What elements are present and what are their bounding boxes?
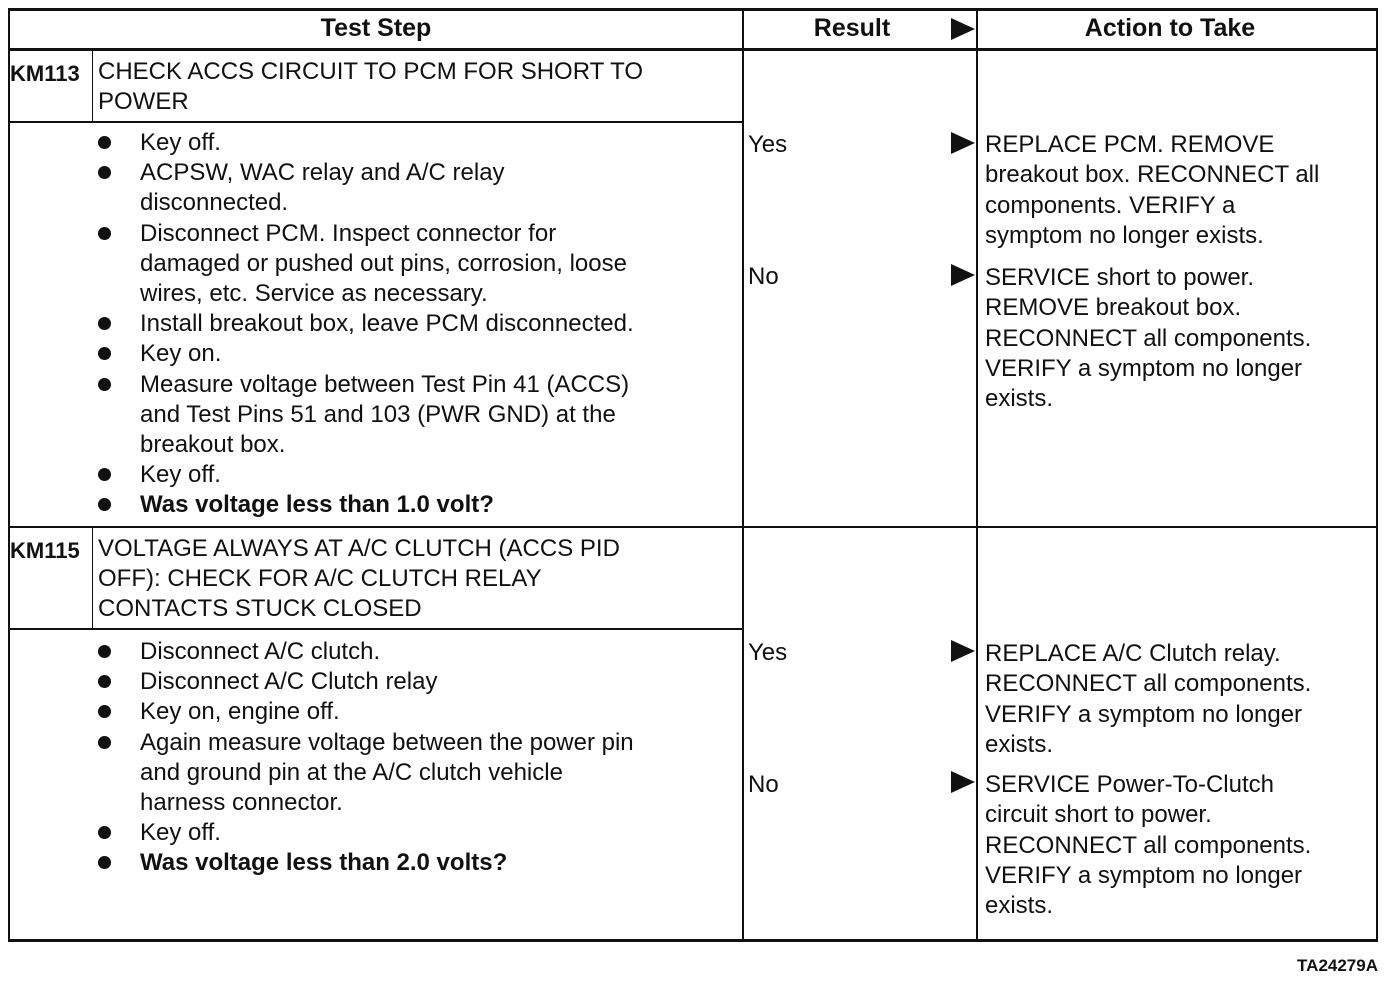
bullet-icon (98, 347, 111, 360)
bullet-icon (98, 675, 111, 688)
instruction-line: Disconnect PCM. Inspect connector for (140, 219, 557, 247)
list-item (96, 637, 634, 667)
left-border (8, 8, 10, 942)
result-yes: Yes (748, 639, 788, 666)
header-action: Action to Take (1084, 14, 1256, 42)
instruction-line: damaged or pushed out pins, corrosion, loose (140, 249, 627, 277)
action-line: VERIFY a symptom no longer (985, 700, 1303, 728)
instruction-line: wires, etc. Service as necessary. (140, 280, 488, 308)
instruction-line: ACPSW, WAC relay and A/C relay (140, 159, 505, 187)
action-line: VERIFY a symptom no longer (985, 354, 1303, 382)
instruction-question: Was voltage less than 1.0 volt? (140, 491, 494, 519)
action-line: REMOVE breakout box. (985, 294, 1242, 322)
arrow-right-icon (951, 132, 975, 154)
instruction-line: Key off. (140, 819, 221, 847)
arrow-right-icon (951, 640, 975, 662)
bullet-icon (98, 705, 111, 718)
action-line: REPLACE PCM. REMOVE (985, 131, 1275, 158)
instruction-line: Key on, engine off. (140, 698, 340, 726)
action-line: exists. (985, 892, 1054, 920)
title-line: CHECK ACCS CIRCUIT TO PCM FOR SHORT TO (98, 58, 643, 85)
action-line: exists. (985, 730, 1054, 758)
header-bottom-border (8, 48, 1378, 51)
title-line: POWER (98, 88, 189, 115)
code-divider-1 (92, 50, 93, 122)
list-item (96, 309, 634, 339)
action-line: RECONNECT all components. (985, 670, 1312, 698)
step-title (98, 534, 620, 624)
bullet-icon (98, 317, 111, 330)
result-yes: Yes (748, 131, 788, 158)
action-line: RECONNECT all components. (985, 831, 1312, 859)
instruction-line: disconnected. (140, 189, 289, 217)
bullet-icon (98, 736, 111, 749)
list-item (96, 219, 634, 310)
step-instructions (96, 637, 634, 879)
instruction-line: Key off. (140, 129, 221, 156)
right-border (1376, 8, 1378, 942)
action-yes (985, 639, 1311, 760)
col-divider-action (976, 8, 978, 942)
figure-id: TA24279A (1297, 956, 1378, 975)
bullet-icon (98, 166, 111, 179)
list-item (96, 818, 634, 848)
bullet-icon (98, 378, 111, 391)
action-no (985, 770, 1311, 921)
bullet-icon (98, 826, 111, 839)
action-no (985, 263, 1311, 414)
action-line: RECONNECT all components. (985, 324, 1312, 352)
result-no: No (748, 771, 779, 798)
title-line: OFF): CHECK FOR A/C CLUTCH RELAY (98, 565, 542, 592)
top-border (8, 8, 1378, 11)
action-line: VERIFY a symptom no longer (985, 861, 1303, 889)
bullet-icon (98, 136, 111, 149)
bullet-icon (98, 856, 111, 869)
row-separator (8, 526, 1378, 528)
instruction-line: and Test Pins 51 and 103 (PWR GND) at the (140, 400, 616, 428)
header-arrow-icon (951, 18, 975, 40)
instruction-question: Was voltage less than 2.0 volts? (140, 849, 508, 877)
action-line: components. VERIFY a (985, 191, 1236, 219)
code-divider-2 (92, 528, 93, 630)
list-item (96, 460, 634, 490)
list-item (96, 158, 634, 218)
title-line: VOLTAGE ALWAYS AT A/C CLUTCH (ACCS PID (98, 535, 620, 562)
title-underline-2 (8, 628, 742, 630)
step-code: KM113 (10, 61, 80, 86)
list-item (96, 697, 634, 727)
action-line: exists. (985, 385, 1054, 413)
action-line: SERVICE short to power. (985, 264, 1255, 291)
action-line: SERVICE Power-To-Clutch (985, 771, 1274, 798)
bullet-icon (98, 468, 111, 481)
list-item (96, 728, 634, 819)
list-item (96, 339, 634, 369)
header-test-step: Test Step (320, 14, 432, 42)
list-item (96, 370, 634, 461)
col-divider-result (742, 8, 744, 942)
action-line: circuit short to power. (985, 801, 1212, 829)
step-code: KM115 (10, 538, 80, 563)
arrow-right-icon (951, 264, 975, 286)
instruction-line: Measure voltage between Test Pin 41 (ACCS) (140, 370, 630, 398)
instruction-line: Install breakout box, leave PCM disconnected. (140, 310, 634, 338)
arrow-right-icon (951, 771, 975, 793)
header-result: Result (813, 14, 891, 42)
bullet-icon (98, 227, 111, 240)
instruction-line: Disconnect A/C clutch. (140, 638, 381, 665)
action-yes (985, 130, 1319, 251)
list-item (96, 128, 634, 158)
step-instructions (96, 128, 634, 521)
action-line: symptom no longer exists. (985, 221, 1264, 249)
list-item (96, 848, 634, 878)
list-item (96, 667, 634, 697)
step-title (98, 57, 643, 117)
bottom-border (8, 939, 1378, 942)
instruction-line: Again measure voltage between the power pin (140, 728, 634, 756)
instruction-line: Key on. (140, 340, 222, 368)
title-line: CONTACTS STUCK CLOSED (98, 595, 422, 622)
action-line: REPLACE A/C Clutch relay. (985, 640, 1281, 667)
instruction-line: harness connector. (140, 789, 343, 817)
bullet-icon (98, 645, 111, 658)
instruction-line: and ground pin at the A/C clutch vehicle (140, 758, 563, 786)
title-underline-1 (8, 121, 742, 123)
bullet-icon (98, 498, 111, 511)
instruction-line: breakout box. (140, 431, 286, 459)
action-line: breakout box. RECONNECT all (985, 161, 1320, 189)
instruction-line: Key off. (140, 461, 221, 489)
list-item (96, 490, 634, 520)
result-no: No (748, 263, 779, 290)
instruction-line: Disconnect A/C Clutch relay (140, 668, 438, 696)
